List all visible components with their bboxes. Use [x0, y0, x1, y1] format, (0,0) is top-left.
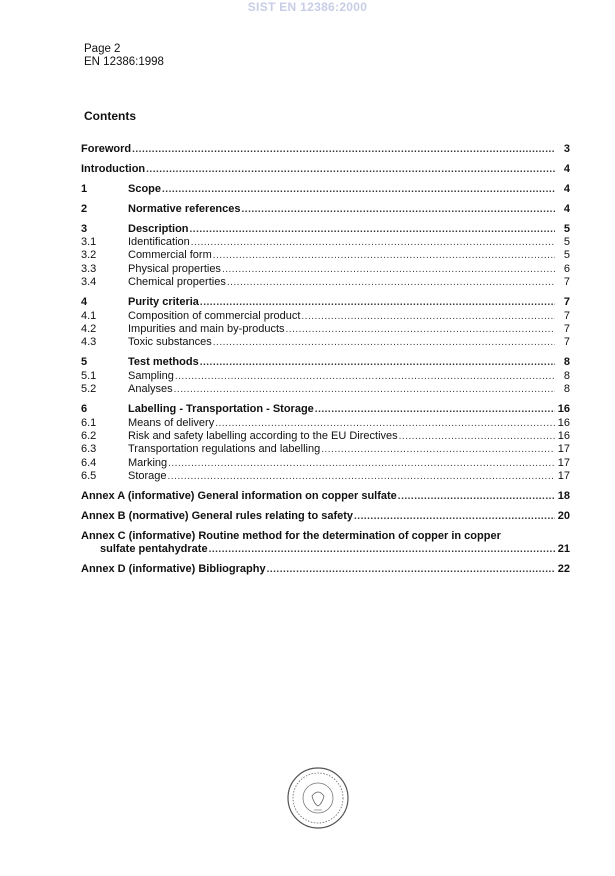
toc-entry-number: 6.2: [81, 430, 97, 442]
toc-entry-number: 5: [81, 356, 88, 368]
toc-leader-dots: [190, 224, 555, 235]
toc-leader-dots: [213, 250, 555, 261]
toc-leader-dots: [222, 264, 555, 275]
toc-entry-number: 4.3: [81, 336, 97, 348]
toc-entry-title: Risk and safety labelling according to the EU Directives: [128, 430, 398, 442]
toc-entry-number: 6: [81, 403, 88, 415]
toc-entry-title: Toxic substances: [128, 336, 212, 348]
contents-heading: Contents: [84, 109, 136, 123]
toc-leader-dots: [227, 277, 555, 288]
toc-entry-page: 4: [563, 203, 570, 215]
toc-entry[interactable]: [81, 236, 570, 249]
toc-entry-page: 6: [563, 263, 570, 275]
toc-entry-title: Annex B (normative) General rules relating to safety: [81, 510, 354, 522]
toc-entry[interactable]: [81, 296, 570, 309]
toc-entry[interactable]: [81, 143, 570, 156]
toc-entry-title: Foreword: [81, 143, 132, 155]
toc-entry-page: 7: [563, 323, 570, 335]
toc-leader-dots: [168, 471, 555, 482]
toc-entry-title: Annex D (informative) Bibliography: [81, 563, 266, 575]
toc-entry-title: Purity criteria: [128, 296, 199, 308]
toc-entry-title: Chemical properties: [128, 276, 226, 288]
toc-entry[interactable]: [81, 183, 570, 196]
toc-entry-title: Scope: [128, 183, 162, 195]
toc-leader-dots: [200, 357, 555, 368]
toc-entry-line1[interactable]: [81, 530, 570, 543]
toc-entry[interactable]: [81, 470, 570, 483]
toc-entry-title: Transportation regulations and labelling: [128, 443, 321, 455]
page-number: Page 2: [84, 43, 121, 55]
toc-entry-number: 3.1: [81, 236, 97, 248]
toc-entry-title: Marking: [128, 457, 168, 469]
toc-entry[interactable]: [81, 417, 570, 430]
toc-entry-title: Analyses: [128, 383, 173, 395]
toc-entry-page: 20: [557, 510, 570, 522]
toc-entry-title: Annex A (informative) General information on copper sulfate: [81, 490, 397, 502]
toc-leader-dots: [213, 337, 555, 348]
toc-entry-number: 1: [81, 183, 88, 195]
toc-entry-number: 6.3: [81, 443, 97, 455]
toc-entry[interactable]: [81, 403, 570, 416]
toc-entry-title: Description: [128, 223, 189, 235]
toc-leader-dots: [209, 544, 555, 555]
toc-entry[interactable]: [81, 383, 570, 396]
toc-entry-page: 5: [563, 236, 570, 248]
toc-entry-page: 17: [557, 457, 570, 469]
toc-entry[interactable]: [81, 563, 570, 576]
toc-entry-title: Identification: [128, 236, 190, 248]
toc-entry-page: 5: [563, 223, 570, 235]
toc-entry[interactable]: [81, 457, 570, 470]
toc-entry-title: Storage: [128, 470, 167, 482]
toc-leader-dots: [267, 564, 555, 575]
toc-leader-dots: [200, 297, 555, 308]
toc-entry-page: 8: [563, 356, 570, 368]
toc-leader-dots: [162, 184, 555, 195]
toc-entry-number: 3.4: [81, 276, 97, 288]
toc-leader-dots: [175, 371, 555, 382]
toc-entry-title: Normative references: [128, 203, 241, 215]
toc-entry-page: 8: [563, 383, 570, 395]
toc-entry-number: 3.3: [81, 263, 97, 275]
toc-entry-title: Sampling: [128, 370, 174, 382]
toc-leader-dots: [321, 444, 555, 455]
toc-leader-dots: [398, 491, 555, 502]
toc-entry-line2[interactable]: [81, 543, 570, 556]
toc-entry-page: 7: [563, 296, 570, 308]
toc-entry-title: Means of delivery: [128, 417, 215, 429]
toc-entry-page: 8: [563, 370, 570, 382]
toc-entry-number: 4: [81, 296, 88, 308]
toc-entry-page: 4: [563, 163, 570, 175]
toc-entry-page: 3: [563, 143, 570, 155]
toc-entry-number: 6.4: [81, 457, 97, 469]
toc-entry[interactable]: [81, 263, 570, 276]
toc-entry-page: 7: [563, 276, 570, 288]
toc-entry-title: Annex C (informative) Routine method for the determination of copper in copper: [81, 530, 501, 542]
toc-entry[interactable]: [81, 310, 570, 323]
toc-leader-dots: [132, 144, 555, 155]
toc-entry-number: 3: [81, 223, 88, 235]
toc-leader-dots: [315, 404, 555, 415]
toc-entry-page: 16: [557, 417, 570, 429]
toc-entry-number: 5.1: [81, 370, 97, 382]
toc-entry[interactable]: [81, 323, 570, 336]
toc-entry[interactable]: [81, 490, 570, 503]
toc-entry-page: 17: [557, 470, 570, 482]
toc-entry[interactable]: [81, 443, 570, 456]
toc-entry-page: 4: [563, 183, 570, 195]
toc-entry-number: 4.2: [81, 323, 97, 335]
toc-entry-title: Commercial form: [128, 249, 212, 261]
toc-entry[interactable]: [81, 223, 570, 236]
toc-entry-number: 6.5: [81, 470, 97, 482]
toc-entry-number: 5.2: [81, 383, 97, 395]
toc-entry[interactable]: [81, 356, 570, 369]
toc-entry[interactable]: [81, 510, 570, 523]
toc-entry-page: 16: [557, 430, 570, 442]
official-seal-stamp: [286, 766, 350, 830]
toc-entry-page: 16: [557, 403, 570, 415]
toc-entry-title-cont: sulfate pentahydrate: [100, 543, 208, 555]
toc-leader-dots: [215, 418, 555, 429]
toc-entry[interactable]: [81, 249, 570, 262]
toc-entry-title: Introduction: [81, 163, 146, 175]
toc-leader-dots: [168, 458, 555, 469]
toc-entry-page: 21: [557, 543, 570, 555]
toc-entry-number: 6.1: [81, 417, 97, 429]
toc-entry-title: Impurities and main by-products: [128, 323, 285, 335]
toc-entry-page: 18: [557, 490, 570, 502]
toc-entry-page: 22: [557, 563, 570, 575]
toc-entry[interactable]: [81, 203, 570, 216]
toc-leader-dots: [242, 204, 555, 215]
toc-leader-dots: [174, 384, 555, 395]
toc-entry[interactable]: [81, 163, 570, 176]
toc-entry-page: 7: [563, 310, 570, 322]
toc-entry-title: Physical properties: [128, 263, 221, 275]
toc-entry[interactable]: [81, 336, 570, 349]
toc-entry-number: 4.1: [81, 310, 97, 322]
toc-leader-dots: [301, 311, 555, 322]
toc-leader-dots: [354, 511, 555, 522]
toc-entry[interactable]: [81, 430, 570, 443]
toc-entry-page: 5: [563, 249, 570, 261]
standard-id: EN 12386:1998: [84, 56, 164, 68]
toc-entry-title: Labelling - Transportation - Storage: [128, 403, 314, 415]
toc-entry-title: Test methods: [128, 356, 199, 368]
toc-leader-dots: [399, 431, 555, 442]
toc-leader-dots: [191, 237, 555, 248]
toc-entry[interactable]: [81, 370, 570, 383]
toc-entry-number: 3.2: [81, 249, 97, 261]
toc-entry-number: 2: [81, 203, 88, 215]
toc-entry[interactable]: [81, 276, 570, 289]
toc-entry-page: 7: [563, 336, 570, 348]
page-header: [84, 43, 164, 69]
toc-entry-page: 17: [557, 443, 570, 455]
watermark: SIST EN 12386:2000: [247, 0, 368, 14]
toc-leader-dots: [286, 324, 555, 335]
toc-leader-dots: [146, 164, 555, 175]
toc-entry-title: Composition of commercial product: [128, 310, 301, 322]
